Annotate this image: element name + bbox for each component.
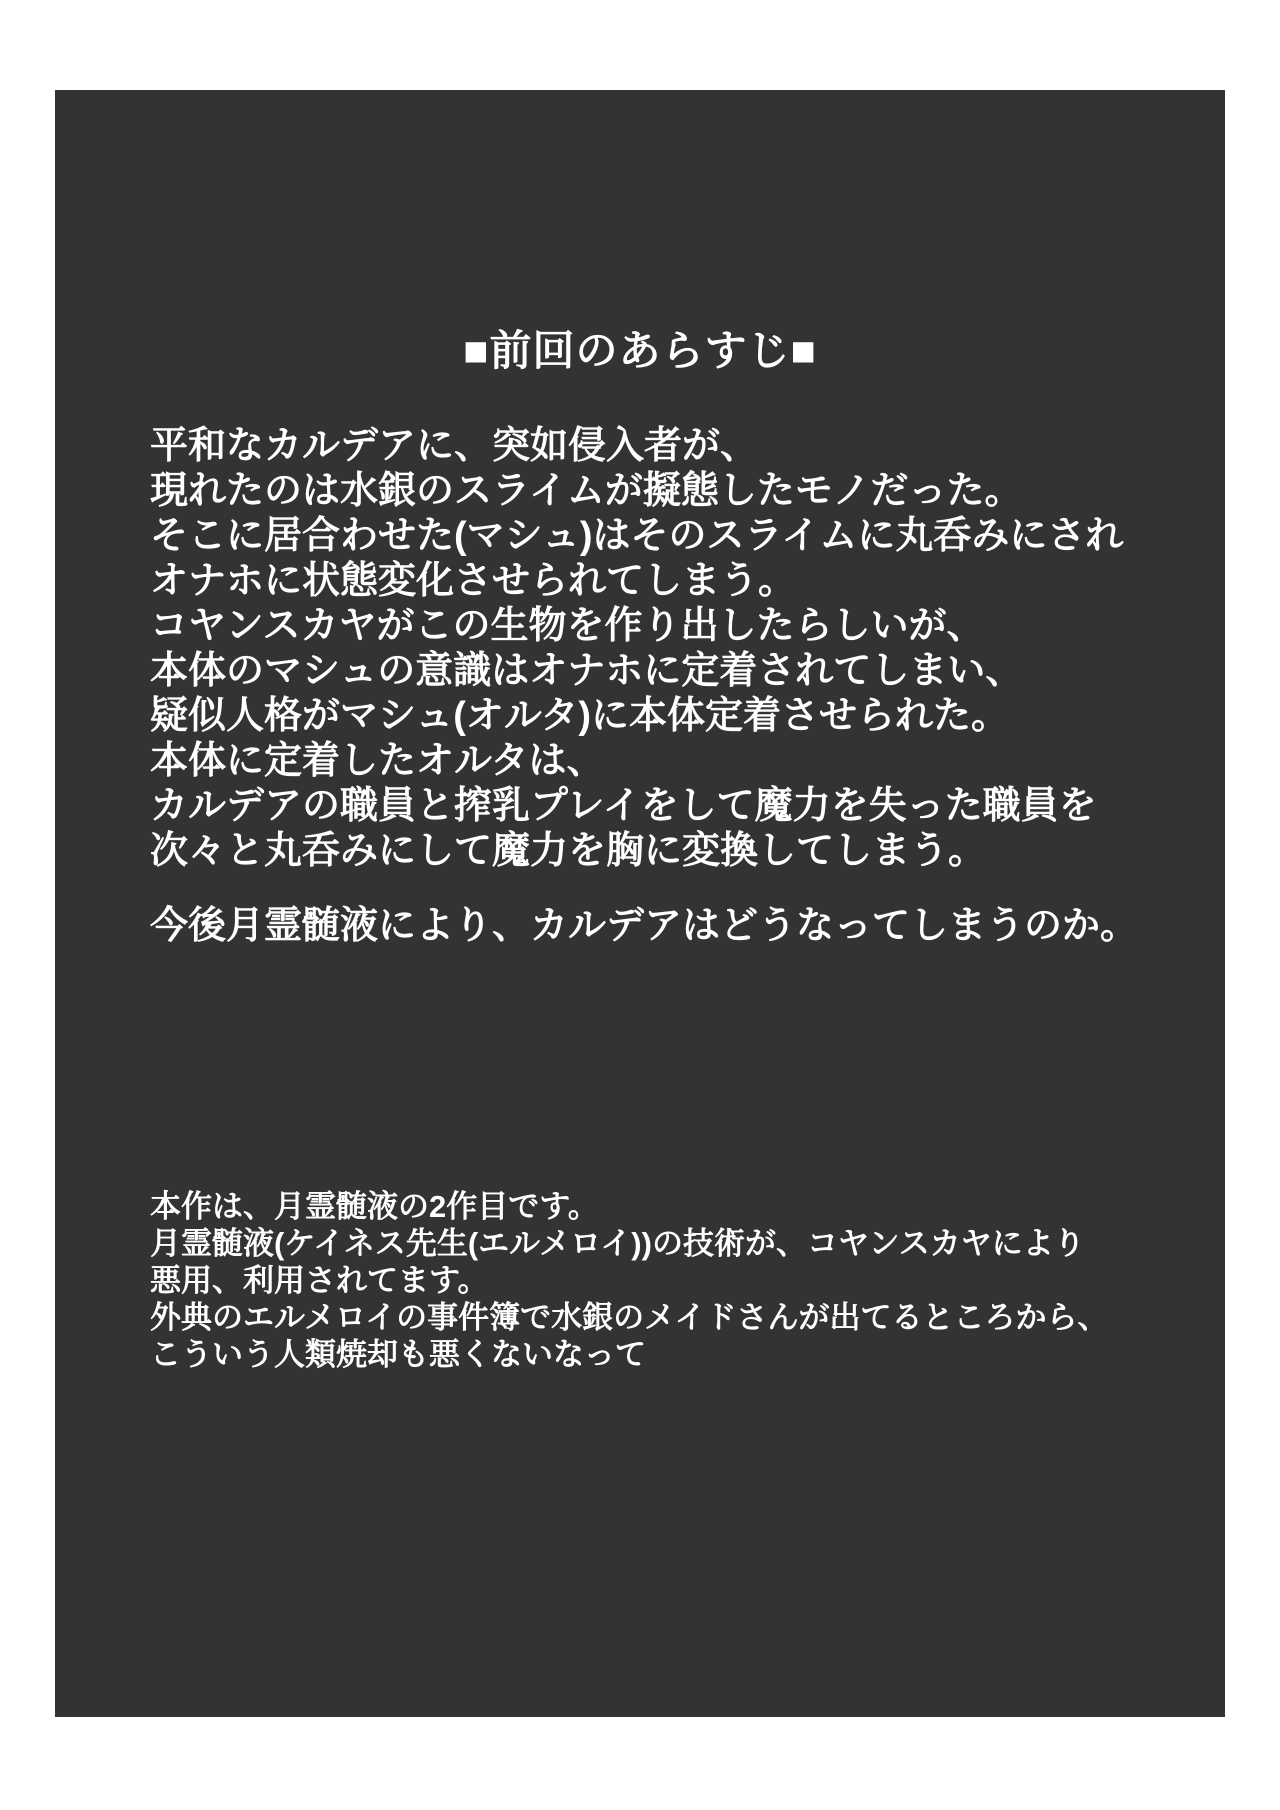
afterword-paragraph xyxy=(150,1188,1109,1373)
afterword-line: 本作は、月霊髄液の2作目です。 xyxy=(150,1189,599,1224)
synopsis-line: 次々と丸呑みにして魔力を胸に変換してしまう。 xyxy=(150,830,987,872)
synopsis-line: 本体に定着したオルタは、 xyxy=(150,740,605,782)
synopsis-line: 本体のマシュの意識はオナホに定着されてしまい、 xyxy=(150,650,1024,692)
synopsis-line: コヤンスカヤがこの生物を作り出したらしいが、 xyxy=(150,605,985,647)
synopsis-paragraph xyxy=(150,424,1123,874)
synopsis-line: 疑似人格がマシュ(オルタ)に本体定着させられた。 xyxy=(150,695,1010,737)
teaser-line: 今後月霊髄液により、カルデアはどうなってしまうのか。 xyxy=(150,905,1139,947)
synopsis-line: 現れたのは水銀のスライムが擬態したモノだった。 xyxy=(150,470,1023,512)
dark-text-panel xyxy=(55,90,1225,1717)
page-title: ■前回のあらすじ■ xyxy=(463,327,817,374)
synopsis-line: カルデアの職員と搾乳プレイをして魔力を失った職員を xyxy=(150,785,1097,827)
synopsis-line: そこに居合わせた(マシュ)はそのスライムに丸呑みにされ xyxy=(150,515,1124,557)
afterword-line: 外典のエルメロイの事件簿で水銀のメイドさんが出てるところから、 xyxy=(150,1300,1109,1335)
afterword-line: 悪用、利用されてます。 xyxy=(150,1263,489,1298)
synopsis-line: 平和なカルデアに、突如侵入者が、 xyxy=(150,425,759,467)
synopsis-line: オナホに状態変化させられてしまう。 xyxy=(150,560,797,602)
afterword-line: 月霊髄液(ケイネス先生(エルメロイ))の技術が、コヤンスカヤにより xyxy=(150,1226,1085,1261)
afterword-line: こういう人類焼却も悪くないなって xyxy=(150,1337,646,1372)
